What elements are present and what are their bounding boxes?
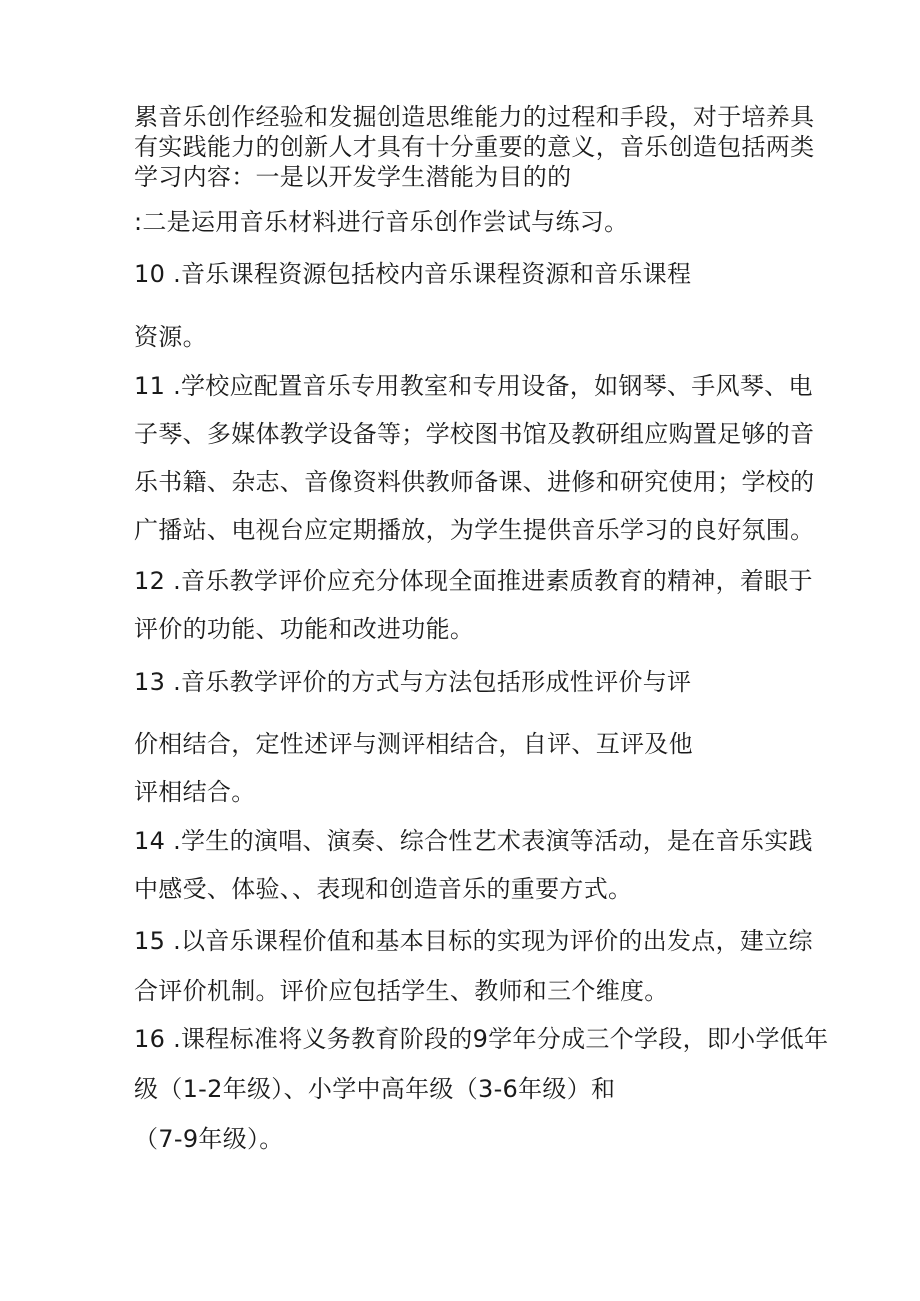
text-line: :二是运用音乐材料进行音乐创作尝试与练习。 [134, 208, 629, 236]
list-item-10: 10 .音乐课程资源包括校内音乐课程资源和音乐课程 [134, 260, 692, 288]
text-line: 价相结合，定性述评与测评相结合，自评、互评及他 [134, 730, 693, 758]
text-line: （7-9年级）。 [134, 1125, 284, 1153]
text-line: 有实践能力的创新人才具有十分重要的意义，音乐创造包括两类 [134, 133, 815, 161]
list-item-14: 14 .学生的演唱、演奏、综合性艺术表演等活动，是在音乐实践 [134, 827, 813, 855]
text-line: 中感受、体验、、表现和创造音乐的重要方式。 [134, 875, 633, 903]
text-line: 合评价机制。评价应包括学生、教师和三个维度。 [134, 977, 669, 1005]
text-line: 级（1-2年级）、小学中高年级（3-6年级）和 [134, 1075, 616, 1103]
text-line: 广播站、电视台应定期播放，为学生提供音乐学习的良好氛围。 [134, 516, 815, 544]
text-line: 累音乐创作经验和发掘创造思维能力的过程和手段，对于培养具 [134, 103, 815, 131]
text-line: 乐书籍、杂志、音像资料供教师备课、进修和研究使用；学校的 [134, 468, 815, 496]
list-item-16: 16 .课程标准将义务教育阶段的9学年分成三个学段，即小学低年 [134, 1025, 829, 1053]
text-line: 学习内容：一是以开发学生潜能为目的的 [134, 163, 572, 191]
text-line: 评相结合。 [134, 778, 256, 806]
text-line: 评价的功能、功能和改进功能。 [134, 615, 475, 643]
list-item-11: 11 .学校应配置音乐专用教室和专用设备，如钢琴、手风琴、电 [134, 372, 813, 400]
text-line: 资源。 [134, 323, 207, 351]
list-item-13: 13 .音乐教学评价的方式与方法包括形成性评价与评 [134, 668, 692, 696]
list-item-12: 12 .音乐教学评价应充分体现全面推进素质教育的精神，着眼于 [134, 567, 813, 595]
text-line: 子琴、多媒体教学设备等；学校图书馆及教研组应购置足够的音 [134, 420, 815, 448]
list-item-15: 15 .以音乐课程价值和基本目标的实现为评价的出发点，建立综 [134, 927, 813, 955]
